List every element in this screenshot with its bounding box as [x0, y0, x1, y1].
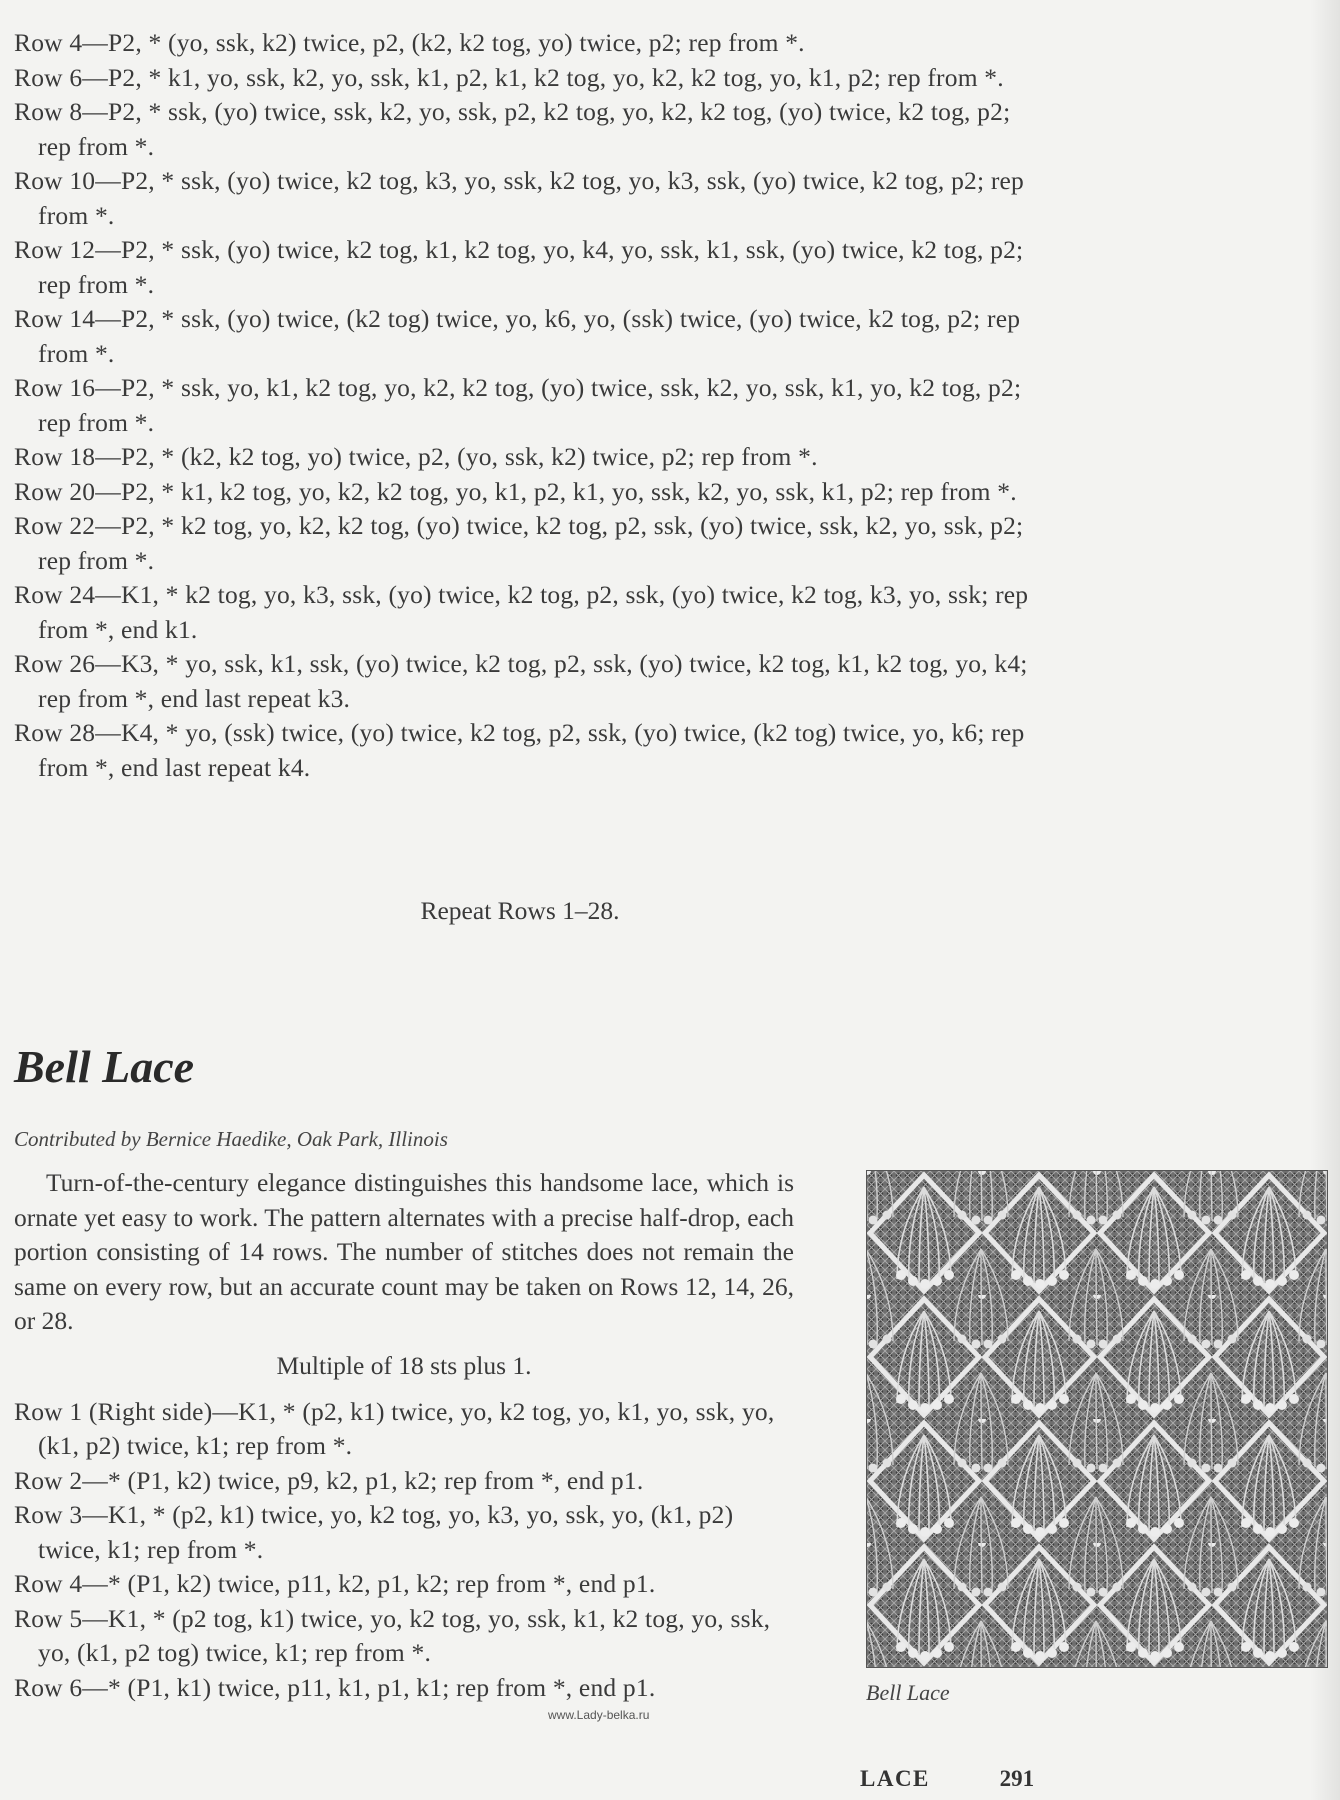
instruction-row: Row 20—P2, * k1, k2 tog, yo, k2, k2 tog, yo, k1, p2, k1, yo, ssk, k2, yo, ssk, k1, p2; rep from *. — [14, 476, 1017, 506]
section-title: Bell Lace — [14, 1041, 195, 1092]
intro-paragraph: Turn-of-the-century elegance distinguishes this handsome lace, which is ornate yet easy to work. The pattern alternates with a precise half-drop, each portion consisting of 14 rows. The number of stitches does not remain the same on every row, but an accurate count may be taken on Rows 12, 14, 26, or 28. — [14, 1168, 794, 1335]
instruction-row: Row 6—P2, * k1, yo, ssk, k2, yo, ssk, k1, p2, k1, k2 tog, yo, k2, k2 tog, yo, k1, p2; rep from *. — [14, 62, 1004, 92]
instruction-row: Row 5—K1, * (p2 tog, k1) twice, yo, k2 tog, yo, ssk, k1, k2 tog, yo, ssk, yo, (k1, p2 tog) twice, k1; rep from *. — [14, 1603, 771, 1667]
photo-caption: Bell Lace — [866, 1680, 950, 1705]
page-number: 291 — [999, 1766, 1035, 1791]
instruction-row: Row 2—* (P1, k2) twice, p9, k2, p1, k2; rep from *, end p1. — [14, 1465, 644, 1495]
instruction-row: Row 8—P2, * ssk, (yo) twice, ssk, k2, yo, ssk, p2, k2 tog, yo, k2, k2 tog, (yo) twice, k2 tog, p2; rep from *. — [14, 97, 1011, 161]
instruction-row: Row 22—P2, * k2 tog, yo, k2, k2 tog, (yo) twice, k2 tog, p2, ssk, (yo) twice, ssk, k2, yo, ssk, p2; rep from *. — [14, 511, 1024, 575]
instruction-row: Row 3—K1, * (p2, k1) twice, yo, k2 tog, yo, k3, yo, ssk, yo, (k1, p2) twice, k1; rep from *. — [14, 1500, 734, 1564]
instruction-row: Row 14—P2, * ssk, (yo) twice, (k2 tog) twice, yo, k6, yo, (ssk) twice, (yo) twice, k2 tog, p2; rep from *. — [14, 304, 1021, 368]
instruction-row: Row 4—P2, * (yo, ssk, k2) twice, p2, (k2, k2 tog, yo) twice, p2; rep from *. — [14, 28, 805, 57]
contributor-line: Contributed by Bernice Haedike, Oak Park, Illinois — [14, 1127, 448, 1151]
instruction-row: Row 12—P2, * ssk, (yo) twice, k2 tog, k1, k2 tog, yo, k4, yo, ssk, k1, ssk, (yo) twice, k2 tog, p2; rep from *. — [14, 235, 1024, 299]
stitch-multiple: Multiple of 18 sts plus 1. — [276, 1350, 532, 1380]
instruction-row: Row 18—P2, * (k2, k2 tog, yo) twice, p2, (yo, ssk, k2) twice, p2; rep from *. — [14, 442, 818, 471]
watermark: www.Lady-belka.ru — [548, 1708, 650, 1722]
instruction-row: Row 16—P2, * ssk, yo, k1, k2 tog, yo, k2, k2 tog, (yo) twice, ssk, k2, yo, ssk, k1, yo, k2 tog, p2; rep from *. — [14, 373, 1022, 437]
page-footer — [860, 1766, 1034, 1792]
bell-lace-instructions — [14, 1166, 794, 1705]
instruction-row: Row 4—* (P1, k2) twice, p11, k2, p1, k2; rep from *, end p1. — [14, 1569, 656, 1598]
previous-pattern-rows — [14, 26, 1034, 785]
instruction-row: Row 6—* (P1, k1) twice, p11, k1, p1, k1; rep from *, end p1. — [14, 1672, 656, 1702]
instruction-row: Row 24—K1, * k2 tog, yo, k3, ssk, (yo) twice, k2 tog, p2, ssk, (yo) twice, k2 tog, k3, yo, ssk; rep from *, end k1. — [14, 580, 1029, 644]
lace-swatch-photo — [866, 1170, 1328, 1668]
instruction-row: Row 1 (Right side)—K1, * (p2, k1) twice, yo, k2 tog, yo, k1, yo, ssk, yo, (k1, p2) twice, k1; rep from *. — [14, 1396, 775, 1460]
footer-section-name: LACE — [860, 1766, 930, 1791]
instruction-row: Row 10—P2, * ssk, (yo) twice, k2 tog, k3, yo, ssk, k2 tog, yo, k3, ssk, (yo) twice, k2 tog, p2; rep from *. — [14, 166, 1025, 230]
instruction-row: Row 26—K3, * yo, ssk, k1, ssk, (yo) twice, k2 tog, p2, ssk, (yo) twice, k2 tog, k1, k2 tog, yo, k4; rep from *, end last repeat k3. — [14, 649, 1028, 713]
instruction-row: Row 28—K4, * yo, (ssk) twice, (yo) twice, k2 tog, p2, ssk, (yo) twice, (k2 tog) twice, yo, k6; rep from *, end last repeat k4. — [14, 718, 1025, 782]
repeat-note: Repeat Rows 1–28. — [420, 895, 620, 925]
